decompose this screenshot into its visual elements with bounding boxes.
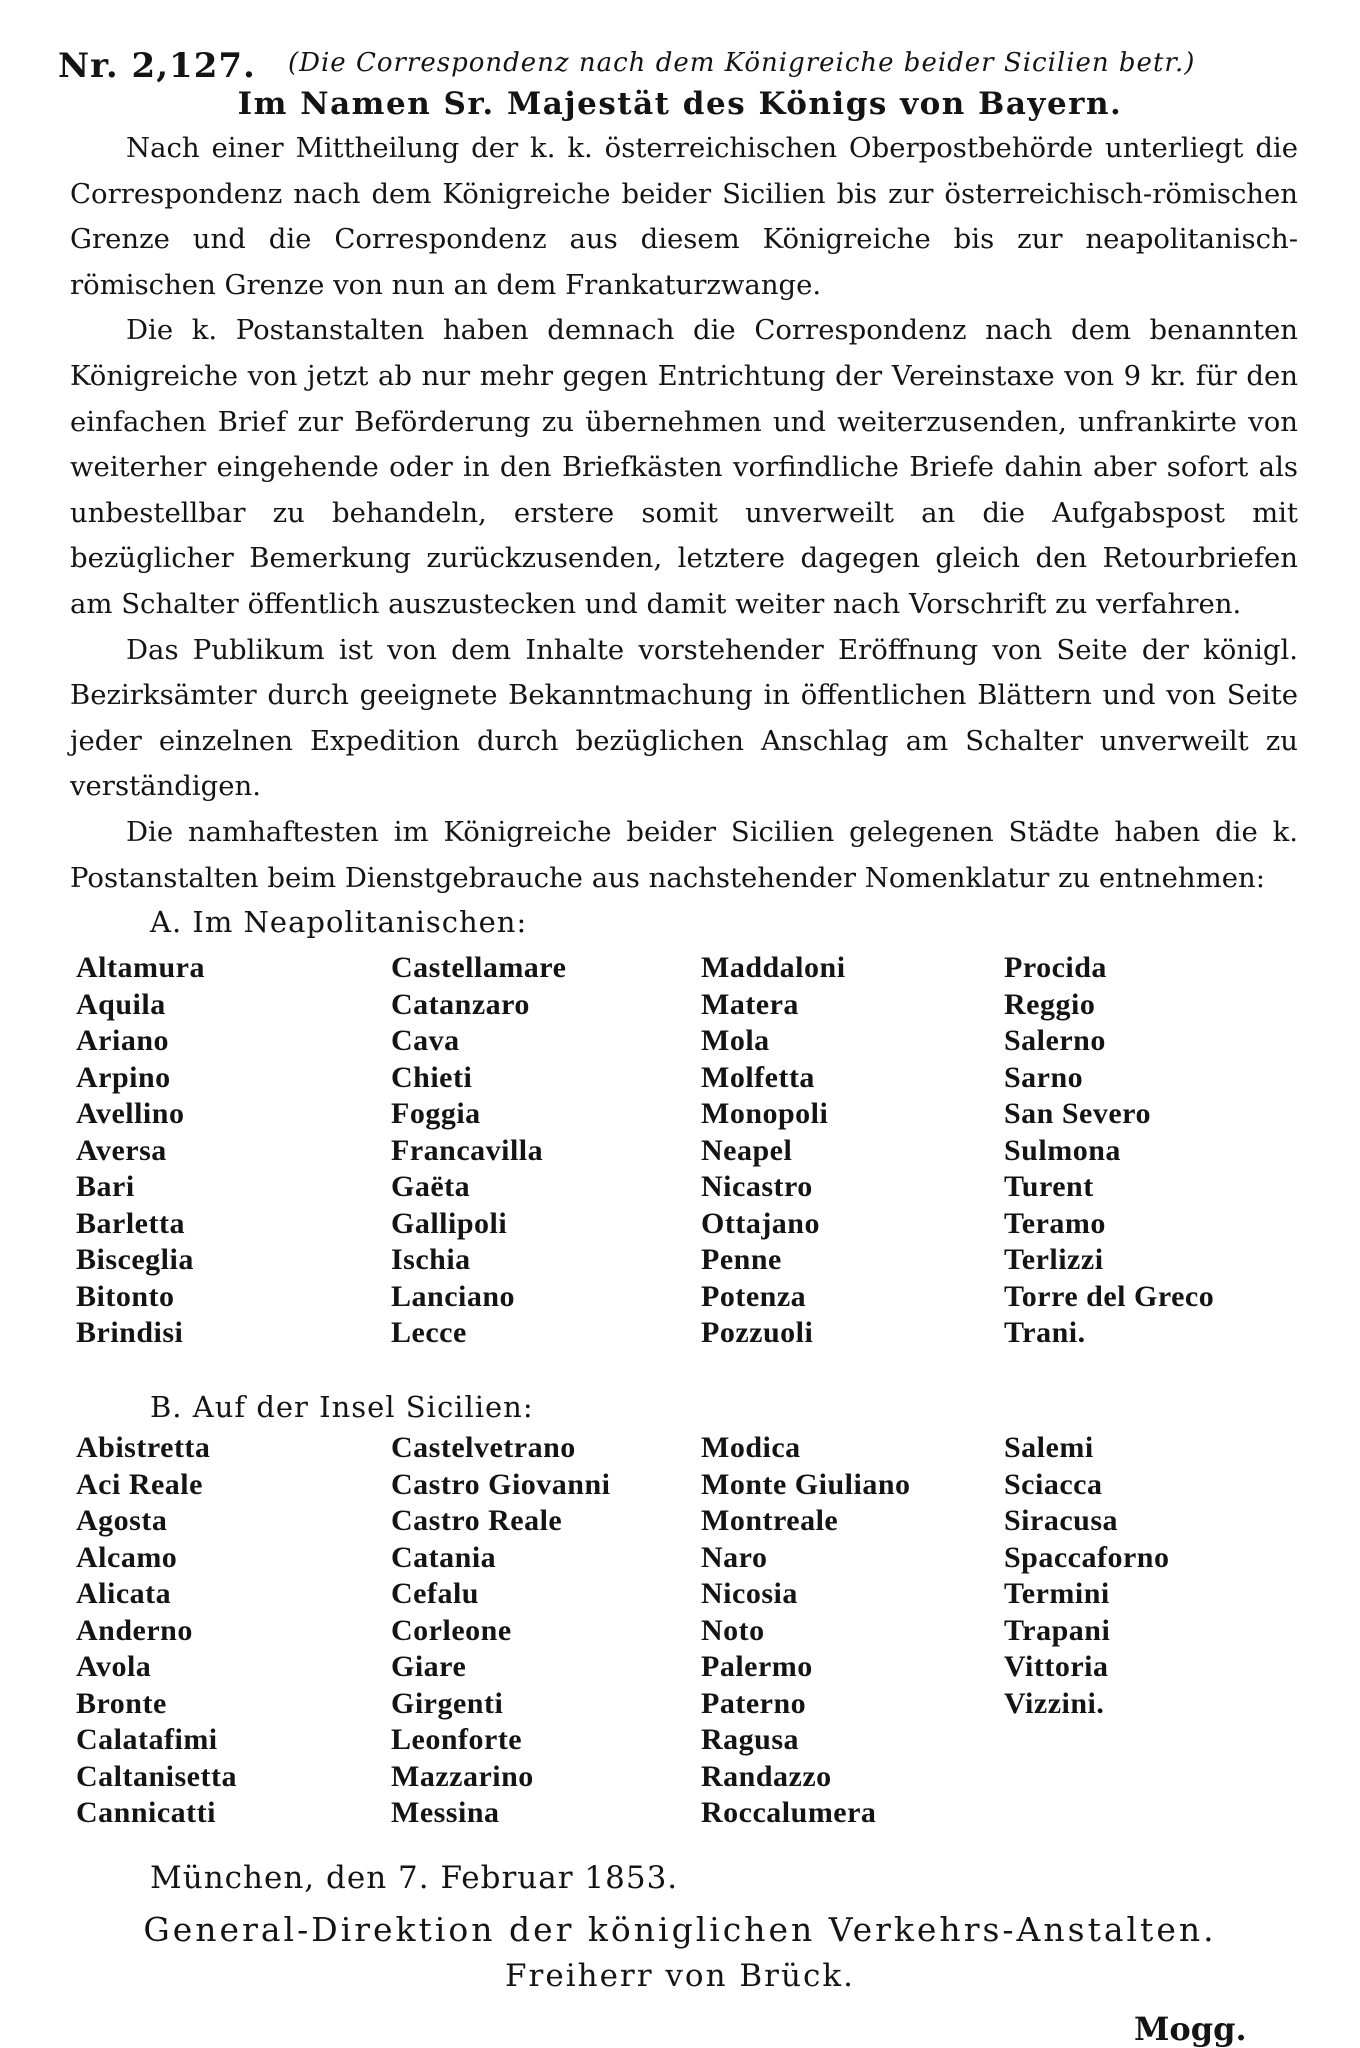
city-name: Brindisi xyxy=(76,1316,184,1349)
city-name: Procida xyxy=(1004,951,1107,984)
city-name: Siracusa xyxy=(1004,1504,1119,1537)
city-name: Matera xyxy=(701,987,799,1021)
section-b-column-4 xyxy=(1004,1430,1304,1722)
city-name: Bari xyxy=(76,1170,135,1203)
section-b-title: B. Auf der Insel Sicilien: xyxy=(150,1390,534,1424)
city-name: Naro xyxy=(701,1540,768,1574)
city-name: Noto xyxy=(701,1613,765,1647)
section-a-column-4 xyxy=(1004,950,1304,1352)
city-name: Sciacca xyxy=(1004,1467,1103,1501)
city-name: Caltanisetta xyxy=(76,1759,237,1793)
city-name: Nicosia xyxy=(701,1577,798,1610)
city-name: Palermo xyxy=(701,1650,813,1683)
city-name: Calatafimi xyxy=(76,1723,218,1756)
city-name: Castelvetrano xyxy=(391,1431,576,1464)
city-name: Bisceglia xyxy=(76,1243,194,1276)
city-name: Nicastro xyxy=(701,1170,813,1203)
city-name: Castro Giovanni xyxy=(391,1467,611,1501)
city-name: Barletta xyxy=(76,1206,185,1240)
city-name: Sarno xyxy=(1004,1060,1084,1094)
city-name: Aversa xyxy=(76,1133,167,1167)
royal-invocation: Im Namen Sr. Majestät des Königs von Bayern. xyxy=(237,86,1123,122)
city-name: Lanciano xyxy=(391,1279,516,1313)
city-name: Spaccaforno xyxy=(1004,1540,1170,1574)
city-name: Gaëta xyxy=(391,1170,471,1203)
paragraph-2: Die k. Postanstalten haben demnach die Correspondenz nach dem benannten Königreiche von jetzt ab nur mehr gegen Entrichtung der Vereinstaxe von 9 kr. für den einfachen Brief zur Beförderung zu übernehmen und weiterzusenden, unfrankirte von weiterher eingehende oder in den Briefkästen vorfindliche Briefe dahin aber sofort als unbestellbar zu behandeln, erstere somit unverweilt an die Aufgabspost mit bezüglicher Bemerkung zurückzusenden, letztere dagegen gleich den Retourbriefen am Schalter öffentlich auszustecken und damit weiter nach Vorschrift zu verfahren. xyxy=(70,314,1298,620)
city-name: Mola xyxy=(701,1024,770,1057)
city-name: Aci Reale xyxy=(76,1467,203,1501)
city-name: Bronte xyxy=(76,1686,167,1720)
city-name: Penne xyxy=(701,1243,782,1276)
city-name: Turent xyxy=(1004,1170,1094,1203)
city-name: Trapani xyxy=(1004,1613,1111,1647)
city-name: Trani. xyxy=(1004,1316,1086,1349)
city-name: Teramo xyxy=(1004,1206,1106,1240)
city-name: Ischia xyxy=(391,1243,471,1276)
document-header xyxy=(58,38,1308,88)
city-name: Termini xyxy=(1004,1577,1110,1610)
section-a-column-3 xyxy=(701,950,1001,1352)
issuing-authority: General-Direktion der königlichen Verkehrs-Anstalten. xyxy=(143,1910,1217,1949)
city-name: Cefalu xyxy=(391,1577,479,1610)
city-name: Reggio xyxy=(1004,987,1096,1021)
city-name: Randazzo xyxy=(701,1759,832,1793)
city-name: Ragusa xyxy=(701,1723,800,1756)
city-name: Francavilla xyxy=(391,1133,544,1167)
city-name: Potenza xyxy=(701,1279,807,1313)
city-name: Agosta xyxy=(76,1504,168,1537)
city-name: Castro Reale xyxy=(391,1504,563,1537)
city-name: Abistretta xyxy=(76,1431,211,1464)
city-name: Vittoria xyxy=(1004,1650,1109,1683)
city-name: Giare xyxy=(391,1650,467,1683)
city-name: Chieti xyxy=(391,1060,473,1094)
ordinance-number: Nr. 2,127. xyxy=(58,46,256,86)
ordinance-body xyxy=(70,126,1298,901)
section-b-column-1 xyxy=(76,1430,376,1832)
city-name: Anderno xyxy=(76,1613,193,1647)
city-name: Montreale xyxy=(701,1504,839,1537)
city-name: Alcamo xyxy=(76,1540,178,1574)
city-name: Roccalumera xyxy=(701,1796,877,1829)
city-name: Cannicatti xyxy=(76,1796,216,1829)
city-name: Salemi xyxy=(1004,1431,1094,1464)
paragraph-3: Das Publikum ist von dem Inhalte vorstehender Eröffnung von Seite der königl. Bezirksämter durch geeignete Bekanntmachung in öffentlichen Blättern und von Seite jeder einzelnen Expedition durch bezüglichen Anschlag am Schalter unverweilt zu verständigen. xyxy=(70,633,1298,803)
city-name: Altamura xyxy=(76,951,205,984)
city-name: Monte Giuliano xyxy=(701,1467,911,1501)
city-name: Girgenti xyxy=(391,1686,504,1720)
city-name: Pozzuoli xyxy=(701,1316,814,1349)
city-name: Ottajano xyxy=(701,1206,820,1240)
city-name: Leonforte xyxy=(391,1723,523,1756)
city-name: Molfetta xyxy=(701,1060,815,1094)
city-name: Catanzaro xyxy=(391,987,530,1021)
city-name: Paterno xyxy=(701,1686,807,1720)
section-b-column-3 xyxy=(701,1430,1001,1832)
section-a-column-1 xyxy=(76,950,376,1352)
city-name: Aquila xyxy=(76,987,166,1021)
city-name: Mazzarino xyxy=(391,1759,534,1793)
signatory: Freiherr von Brück. xyxy=(505,1958,855,1994)
city-name: Alicata xyxy=(76,1577,172,1610)
city-name: Torre del Greco xyxy=(1004,1279,1215,1313)
city-name: Corleone xyxy=(391,1613,512,1647)
city-name: Castellamare xyxy=(391,951,567,984)
city-name: Avola xyxy=(76,1650,152,1683)
city-name: Neapel xyxy=(701,1133,793,1167)
city-name: Gallipoli xyxy=(391,1206,508,1240)
city-name: Maddaloni xyxy=(701,951,846,984)
city-name: San Severo xyxy=(1004,1097,1151,1130)
city-name: Cava xyxy=(391,1024,460,1057)
city-name: Foggia xyxy=(391,1097,481,1130)
city-name: Sulmona xyxy=(1004,1133,1121,1167)
city-name: Lecce xyxy=(391,1316,467,1349)
paragraph-4: Die namhaftesten im Königreiche beider Sicilien gelegenen Städte haben die k. Postanstalten beim Dienstgebrauche aus nachstehender Nomenklatur zu entnehmen: xyxy=(70,815,1298,894)
section-a-column-2 xyxy=(391,950,691,1352)
ordinance-subject: (Die Correspondenz nach dem Königreiche beider Sicilien betr.) xyxy=(288,48,1196,78)
city-name: Vizzini. xyxy=(1004,1686,1105,1720)
city-name: Catania xyxy=(391,1540,497,1574)
city-name: Ariano xyxy=(76,1024,169,1057)
section-a-title: A. Im Neapolitanischen: xyxy=(150,905,528,939)
city-name: Terlizzi xyxy=(1004,1243,1104,1276)
countersignatory: Mogg. xyxy=(1134,2010,1247,2048)
city-name: Salerno xyxy=(1004,1024,1106,1057)
city-name: Modica xyxy=(701,1431,801,1464)
city-name: Monopoli xyxy=(701,1097,829,1130)
city-name: Messina xyxy=(391,1796,500,1829)
section-b-column-2 xyxy=(391,1430,691,1832)
city-name: Avellino xyxy=(76,1097,185,1130)
city-name: Arpino xyxy=(76,1060,171,1094)
paragraph-1: Nach einer Mittheilung der k. k. österreichischen Oberpostbehörde unterliegt die Correspondenz nach dem Königreiche beider Sicilien bis zur österreichisch-römischen Grenze und die Correspondenz aus diesem Königreiche bis zur neapolitanisch-römischen Grenze von nun an dem Frankaturzwange. xyxy=(70,132,1298,301)
place-and-date: München, den 7. Februar 1853. xyxy=(150,1860,679,1896)
city-name: Bitonto xyxy=(76,1279,175,1313)
